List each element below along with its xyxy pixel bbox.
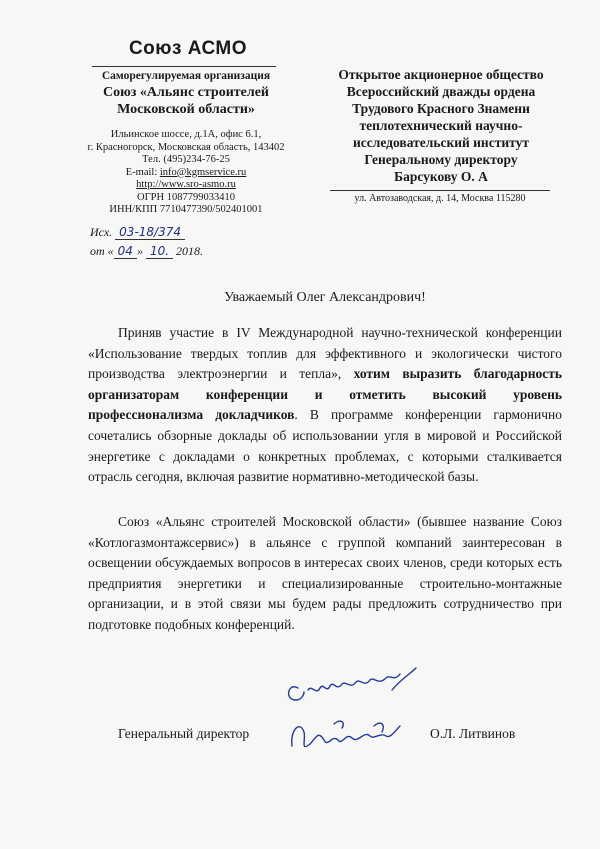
org-address-line1: Ильинское шоссе, д.1А, офис 6.1, <box>110 129 262 140</box>
org-email-link[interactable]: info@kgmservice.ru <box>159 166 247 178</box>
date-year: 2018. <box>176 244 204 258</box>
signer-position: Генеральный директор <box>118 726 250 741</box>
org-address-line2: г. Красногорск, Московская область, 143402 <box>87 141 285 153</box>
date-month: 10. <box>146 244 173 259</box>
p1-bold-text: хотим выразить благодарность организаторам конференции и отметить высокий уровень профессионализма докладчиков <box>88 366 563 423</box>
handwritten-signature <box>270 660 430 760</box>
addressee-line6: Генеральному директору <box>364 152 518 167</box>
p1-text-a: Приняв участие в IV Международной научно-технической конференции «Использование твердых топлив для эффективного и экологически чистого производства электроэнергии и тепла», <box>88 325 562 382</box>
org-inn: ИНН/КПП 7710477390/502401001 <box>109 204 263 215</box>
org-phone: Тел. (495)234-76-25 <box>142 154 230 165</box>
org-email-label: E-mail: <box>125 166 160 178</box>
addressee-line2: Всероссийский дважды ордена <box>346 84 536 99</box>
signer-name: О.Л. Литвинов <box>430 726 516 741</box>
org-title: Союз АСМО <box>128 38 248 59</box>
letterhead-divider <box>92 66 276 67</box>
org-email-row <box>70 167 302 180</box>
addressee-line7: Барсукову О. А <box>394 169 488 184</box>
addressee-divider <box>330 190 550 191</box>
addressee-line5: исследовательский институт <box>353 135 529 150</box>
org-website-link[interactable]: http://www.sro-asmo.ru <box>136 179 236 190</box>
date-prefix: от « <box>90 244 114 258</box>
org-ogrn: ОГРН 1087799033410 <box>137 191 235 203</box>
body-paragraph-2: Союз «Альянс строителей Московской области» (бывшее название Союз «Котлогазмонтажсервис») в альянсе с группой компаний заинтересован в освещении обсуждаемых вопросов в интересах своих членов, среди которых есть предприятия энергетики и специализированные строительно-монтажные организации, и в этой связи мы будем рады предложить сотрудничество при подготовке подобных конференций. <box>88 514 562 632</box>
org-name <box>86 84 286 118</box>
org-name-line2: Московской области» <box>117 102 255 117</box>
addressee-line3: Трудового Красного Знамени <box>352 101 530 116</box>
body-paragraph-1 <box>88 323 562 488</box>
addressee-line4: теплотехнический научно- <box>359 118 523 133</box>
org-type: Саморегулируемая организация <box>101 70 271 82</box>
p1-text-b: . В программе конференции гармонично сочетались обзорные доклады об использовании угля в мировой и Российской энергетике с докладами о конкретных проблемах, с которыми сталкивается отрасль сегодня, включая развитие нормативно-методической базы. <box>88 407 562 485</box>
ref-number: 03-18/374 <box>115 225 185 240</box>
outgoing-reference <box>90 223 290 261</box>
org-contacts <box>70 129 302 217</box>
addressee-street: ул. Автозаводская, д. 14, Москва 115280 <box>354 193 526 204</box>
addressee-line1: Открытое акционерное общество <box>338 67 544 82</box>
addressee-block <box>322 66 560 185</box>
date-day: 04 <box>114 244 137 259</box>
org-name-line1: Союз «Альянс строителей <box>103 85 269 100</box>
salutation: Уважаемый Олег Александрович! <box>224 290 426 305</box>
date-mid: » <box>136 244 143 258</box>
ref-label: Исх. <box>90 225 113 239</box>
